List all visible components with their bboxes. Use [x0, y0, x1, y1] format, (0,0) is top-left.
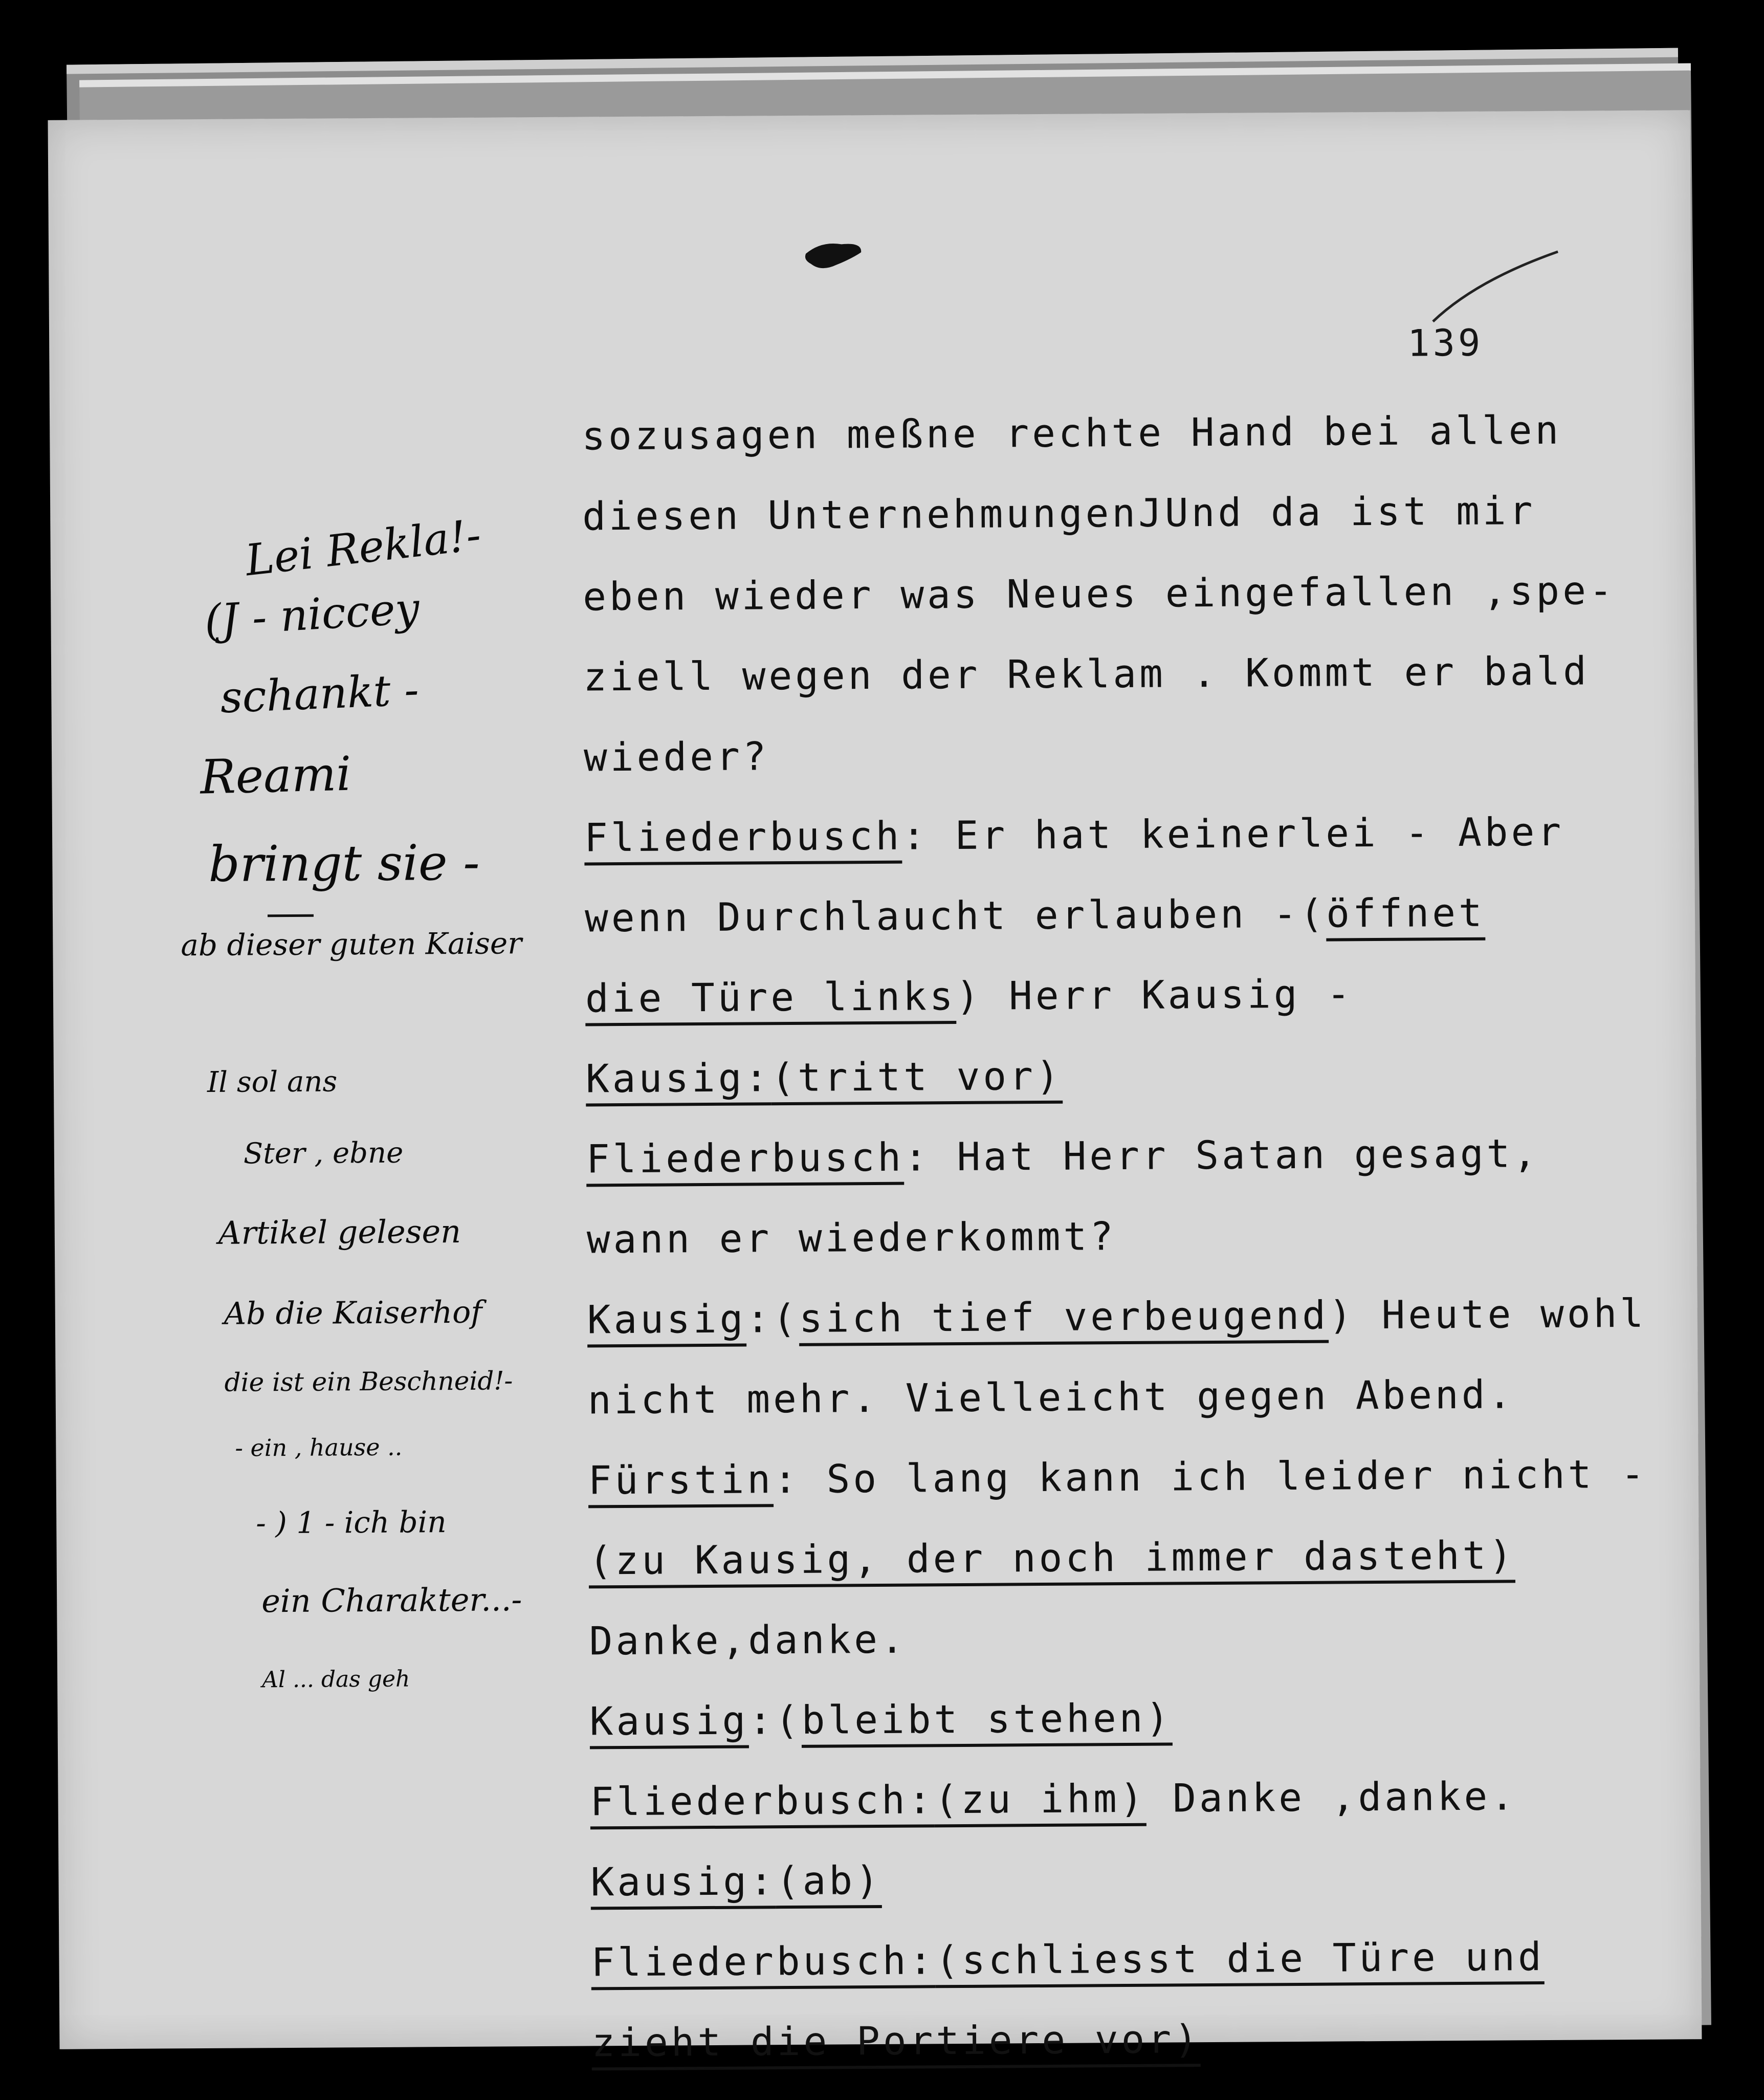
- typed-line: [588, 1433, 1739, 1521]
- typed-line: [586, 1192, 1738, 1280]
- typed-line: [585, 871, 1736, 958]
- typed-line: [589, 1674, 1741, 1762]
- margin-note: - ) 1 - ich bin: [256, 1504, 447, 1541]
- typed-text: : Hat Herr Satan gesagt,: [903, 1130, 1540, 1180]
- typed-line: [590, 1755, 1741, 1842]
- margin-note: ein Charakter...-: [261, 1581, 522, 1620]
- typed-line: [589, 1594, 1740, 1681]
- underlined-text: die Türe links: [585, 973, 956, 1026]
- typed-dialogue: [582, 389, 1743, 2083]
- pencil-corner-stroke: [1430, 249, 1563, 327]
- typed-line: [584, 710, 1735, 798]
- typed-text: Danke,danke.: [589, 1616, 908, 1664]
- typed-text: ß: [899, 411, 927, 457]
- margin-note: Ster , ebne: [243, 1136, 404, 1171]
- underlined-text: öffnet: [1326, 890, 1485, 942]
- typed-text: :(: [746, 1295, 800, 1342]
- typed-line: [591, 1915, 1743, 2003]
- ink-blot-mark: [801, 238, 867, 279]
- page-number: 139: [1407, 321, 1484, 365]
- typed-text: ) Herr Kausig -: [956, 971, 1354, 1019]
- typed-line: [583, 630, 1735, 717]
- margin-note: Il sol ans: [207, 1065, 338, 1099]
- margin-note: Al ... das geh: [261, 1666, 410, 1693]
- typed-text: nicht mehr. Vielleicht gegen Abend.: [587, 1371, 1515, 1423]
- typed-text: eben wieder was Neues eingefallen ,spe-: [582, 567, 1616, 620]
- typed-text: diesen: [582, 492, 768, 539]
- margin-note: schankt -: [219, 664, 420, 723]
- typed-text: wann er wiederkommt?: [586, 1213, 1117, 1262]
- underlined-text: sich tief verbeugend: [799, 1293, 1329, 1346]
- typed-line: [585, 951, 1737, 1039]
- underlined-text: Fliederbusch: [586, 1134, 905, 1187]
- typescript-page: [48, 110, 1702, 2066]
- margin-note: Lei Rekla!-: [242, 509, 483, 586]
- underlined-text: Fürstin: [588, 1456, 774, 1508]
- typed-text: sozusagen me: [582, 411, 900, 459]
- typed-line: [582, 389, 1733, 476]
- underlined-text: Kausig:: [590, 1858, 776, 1910]
- margin-note: (J - niccey: [203, 583, 421, 646]
- typed-text: :(: [748, 1697, 802, 1743]
- underlined-text: (ab): [776, 1857, 883, 1909]
- margin-note: Reami: [200, 746, 352, 805]
- typed-line: [587, 1273, 1738, 1360]
- typed-line: [590, 1835, 1742, 1922]
- underlined-text: Fliederbusch:: [590, 1777, 934, 1829]
- typed-text: Danke ,danke.: [1146, 1773, 1517, 1821]
- margin-note: - ein , hause ..: [235, 1433, 403, 1462]
- typed-line: [588, 1514, 1740, 1601]
- underlined-text: Fliederbusch:: [591, 1937, 935, 1990]
- typed-text: Unternehmungen: [767, 490, 1139, 538]
- typed-text: : So lang kann ich leider nicht -: [773, 1451, 1648, 1502]
- typed-text: J: [1138, 490, 1165, 536]
- underlined-text: bleibt stehen): [801, 1695, 1172, 1747]
- underlined-text: Fliederbusch: [584, 813, 902, 866]
- typed-text: wieder?: [583, 733, 769, 780]
- typed-text: : Er hat keinerlei - Aber: [901, 808, 1564, 859]
- typed-line: [587, 1353, 1739, 1440]
- margin-dash: [268, 914, 314, 917]
- margin-note: Ab die Kaiserhof: [224, 1294, 482, 1332]
- typed-line: [582, 469, 1734, 557]
- typed-line: [586, 1112, 1737, 1199]
- typed-text: ne rechte Hand bei allen: [925, 407, 1562, 457]
- underlined-text: (schliesst die Türe und: [935, 1934, 1545, 1988]
- underlined-text: (tritt vor): [771, 1053, 1063, 1105]
- typed-line: [585, 1032, 1737, 1119]
- margin-note: Artikel gelesen: [218, 1212, 461, 1252]
- typed-line: [591, 1996, 1743, 2083]
- typed-line: [584, 791, 1736, 878]
- underlined-text: (zu Kausig, der noch immer dasteht): [588, 1532, 1515, 1588]
- typed-text: ziell wegen der Reklam . Kommt er bald: [583, 648, 1590, 700]
- margin-note: ab dieser guten Kaiser: [181, 926, 522, 963]
- underlined-text: zieht die Portiere vor): [591, 2016, 1201, 2070]
- typed-text: Und da ist mir: [1164, 488, 1536, 536]
- margin-note: die ist ein Beschneid!-: [224, 1366, 513, 1397]
- typed-line: [583, 550, 1734, 637]
- underlined-text: Kausig: [589, 1698, 748, 1749]
- underlined-text: Kausig:: [586, 1055, 771, 1106]
- underlined-text: (zu ihm): [934, 1776, 1146, 1828]
- typed-text: wenn Durchlaucht erlauben -(: [584, 890, 1327, 941]
- margin-note: bringt sie -: [208, 834, 480, 893]
- underlined-text: Kausig: [587, 1296, 746, 1348]
- typed-text: ) Heute wohl: [1328, 1290, 1647, 1338]
